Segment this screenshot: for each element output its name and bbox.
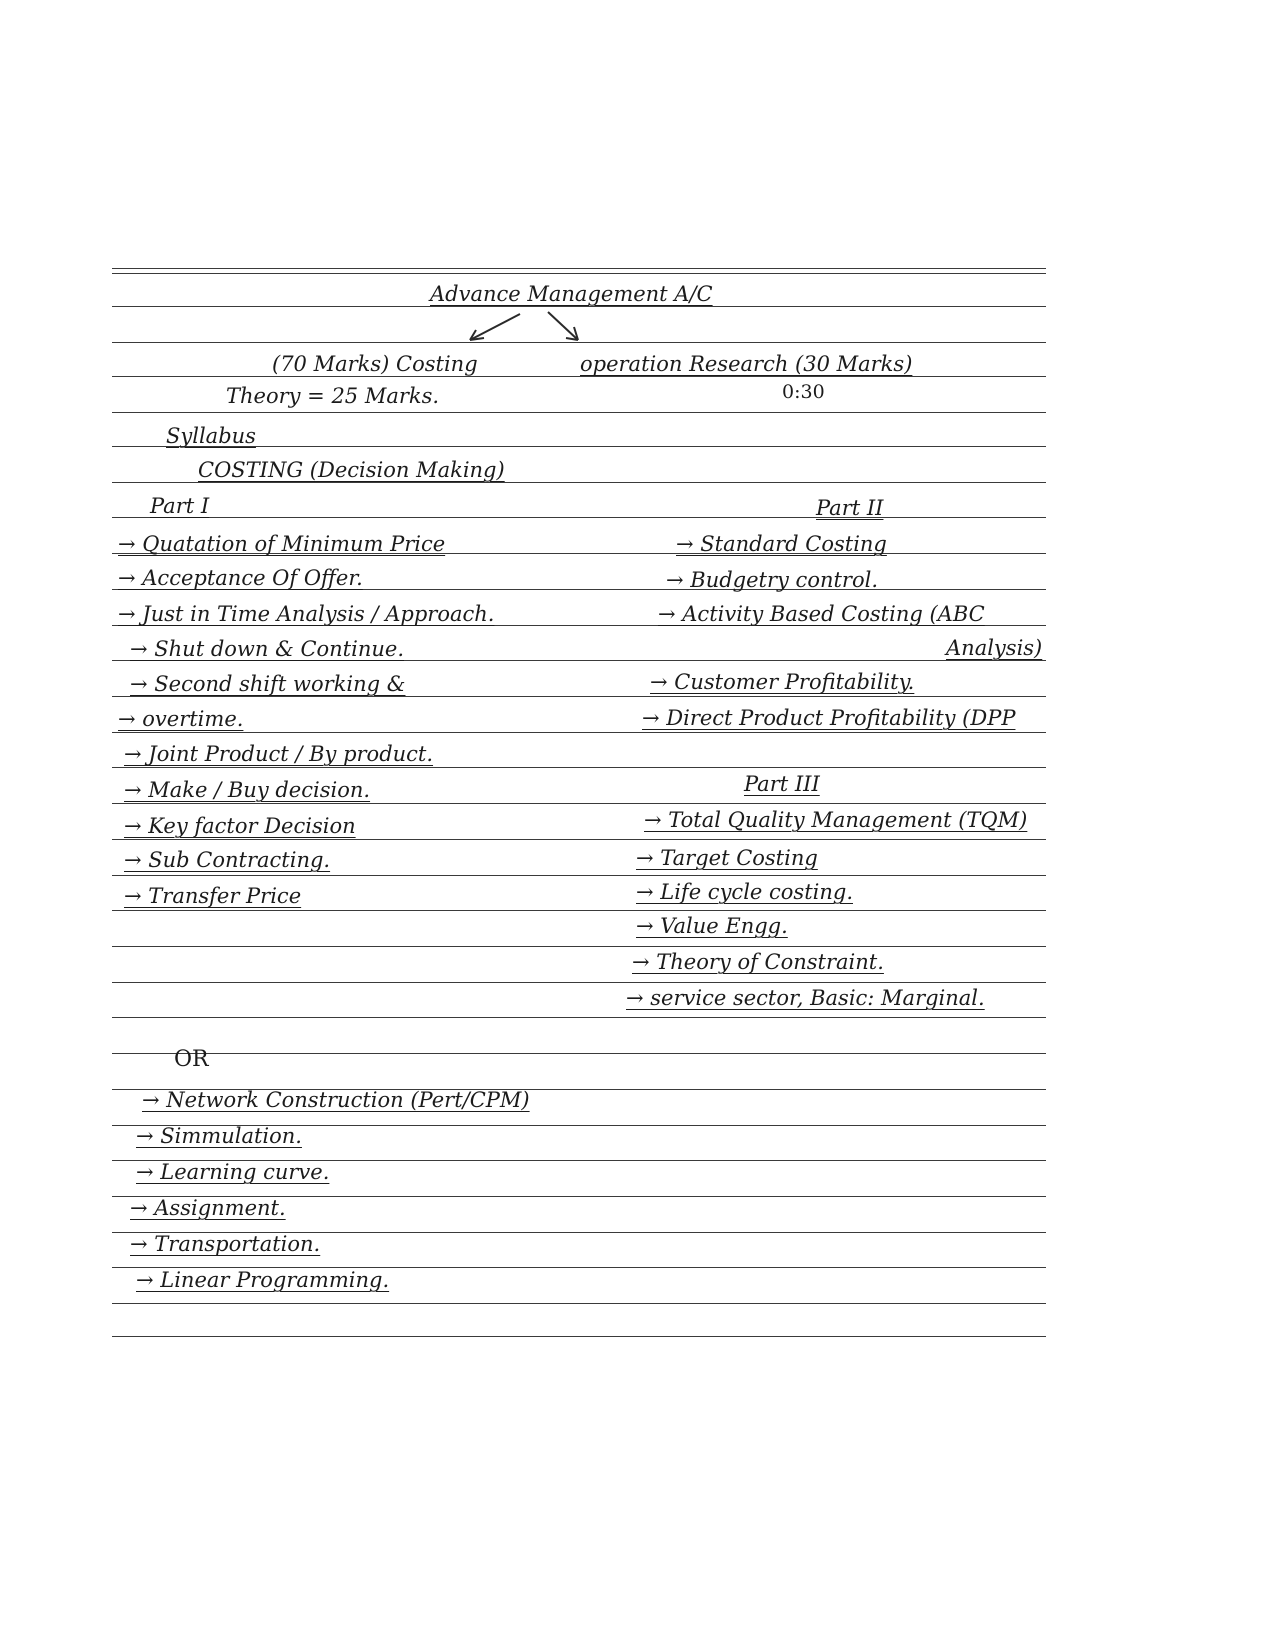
part-two-item: → Standard Costing [676,532,887,556]
part-three-item: → Value Engg. [636,914,788,938]
part-one-item: → Acceptance Of Offer. [118,566,363,590]
or-item: → Linear Programming. [136,1268,390,1292]
part-one-item: → Transfer Price [124,884,302,908]
or-item: → Simmulation. [136,1124,302,1148]
part-two-heading: Part II [816,496,884,520]
part-two-item: → Activity Based Costing (ABC [658,602,985,626]
or-item: → Assignment. [130,1196,286,1220]
part-three-item: → Life cycle costing. [636,880,853,904]
part-three-item: → Total Quality Management (TQM) [644,808,1028,832]
part-three-item: → service sector, Basic: Marginal. [626,986,985,1010]
or-section-heading: OR [174,1047,209,1072]
part-one-item: → Just in Time Analysis / Approach. [118,602,495,626]
costing-subheading: COSTING (Decision Making) [198,458,505,482]
or-item: → Network Construction (Pert/CPM) [142,1088,530,1112]
theory-marks: Theory = 25 Marks. [226,384,440,408]
part-three-item: → Target Costing [636,846,818,870]
or-heading: operation Research (30 Marks) [580,352,913,376]
or-item: → Learning curve. [136,1160,330,1184]
part-one-item: → overtime. [118,707,244,731]
part-one-item: → Shut down & Continue. [130,637,404,661]
or-item: → Transportation. [130,1232,321,1256]
costing-heading: (70 Marks) Costing [272,352,478,376]
part-one-item: → Sub Contracting. [124,848,331,872]
part-one-item: → Joint Product / By product. [124,742,434,766]
part-two-item: → Customer Profitability. [650,670,915,694]
part-two-item: → Budgetry control. [666,568,878,592]
part-three-item: → Theory of Constraint. [632,950,884,974]
part-two-item: Analysis) [946,636,1043,660]
or-ratio: 0:30 [782,381,825,403]
part-two-item: → Direct Product Profitability (DPP [642,706,1016,730]
syllabus-label: Syllabus [166,424,256,448]
part-one-item: → Second shift working & [130,672,406,696]
part-three-heading: Part III [744,772,820,796]
part-one-item: → Make / Buy decision. [124,778,371,802]
page-title: Advance Management A/C [430,282,713,306]
part-one-item: → Quatation of Minimum Price [118,532,446,556]
part-one-item: → Key factor Decision [124,814,356,838]
part-one-heading: Part I [150,494,210,518]
